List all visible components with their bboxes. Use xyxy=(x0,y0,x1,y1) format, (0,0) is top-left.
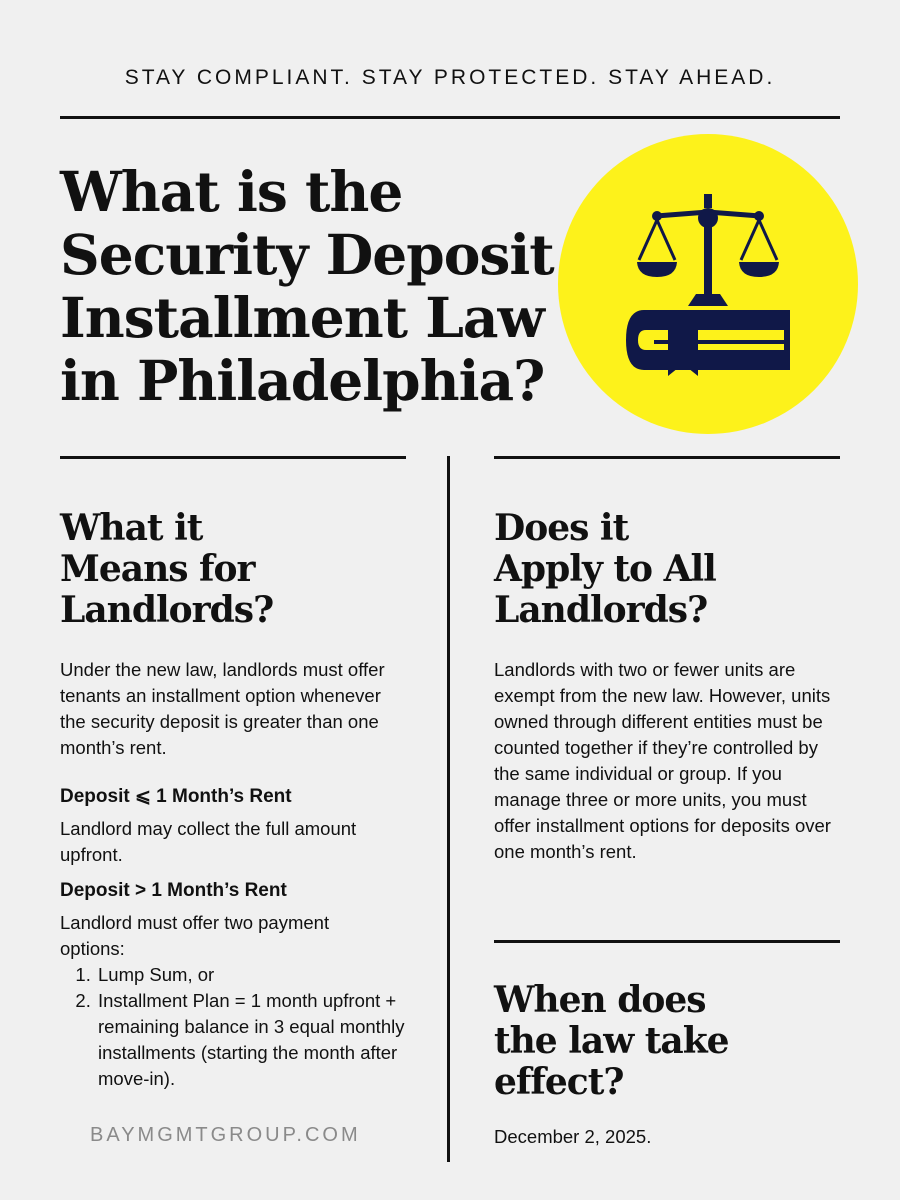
left-divider xyxy=(60,456,406,459)
when-heading: When does the law take effect? xyxy=(494,979,729,1103)
top-divider xyxy=(60,116,840,119)
website-url[interactable]: BAYMGMTGROUP.COM xyxy=(90,1124,361,1146)
scales-of-justice-on-book-icon xyxy=(558,134,858,434)
payment-options-list xyxy=(60,962,446,1092)
right-text: Landlords with two or fewer units are exempt from the new law. However, units owned through different entities must be counted together if they’re controlled by the same individual or group. If you manage three or more units, you must offer installment options for deposits over one month’s rent. xyxy=(494,659,831,862)
tagline: STAY COMPLIANT. STAY PROTECTED. STAY AHEAD. xyxy=(124,66,776,89)
case2-text: Landlord must offer two payment options: xyxy=(60,912,330,959)
page-title: What is the Security Deposit Installment Law in Philadelphia? xyxy=(60,159,554,413)
left-heading: What it Means for Landlords? xyxy=(60,507,274,631)
list-item: 2. Installment Plan = 1 month upfront + remaining balance in 3 equal monthly installments (starting the month after move-in). xyxy=(96,988,446,1092)
left-intro: Under the new law, landlords must offer tenants an installment option whenever the security deposit is greater than one month’s rent. xyxy=(60,659,385,758)
right-heading: Does it Apply to All Landlords? xyxy=(494,507,716,631)
right-divider-top xyxy=(494,456,840,459)
list-item: 1. Lump Sum, or xyxy=(96,962,446,988)
case1-text: Landlord may collect the full amount upfront. xyxy=(60,818,357,865)
column-divider xyxy=(447,456,450,1162)
case2-title: Deposit > 1 Month’s Rent xyxy=(60,880,287,901)
right-divider-bottom xyxy=(494,940,840,943)
case1-title: Deposit ⩽ 1 Month’s Rent xyxy=(60,786,292,807)
effective-date: December 2, 2025. xyxy=(494,1126,652,1147)
